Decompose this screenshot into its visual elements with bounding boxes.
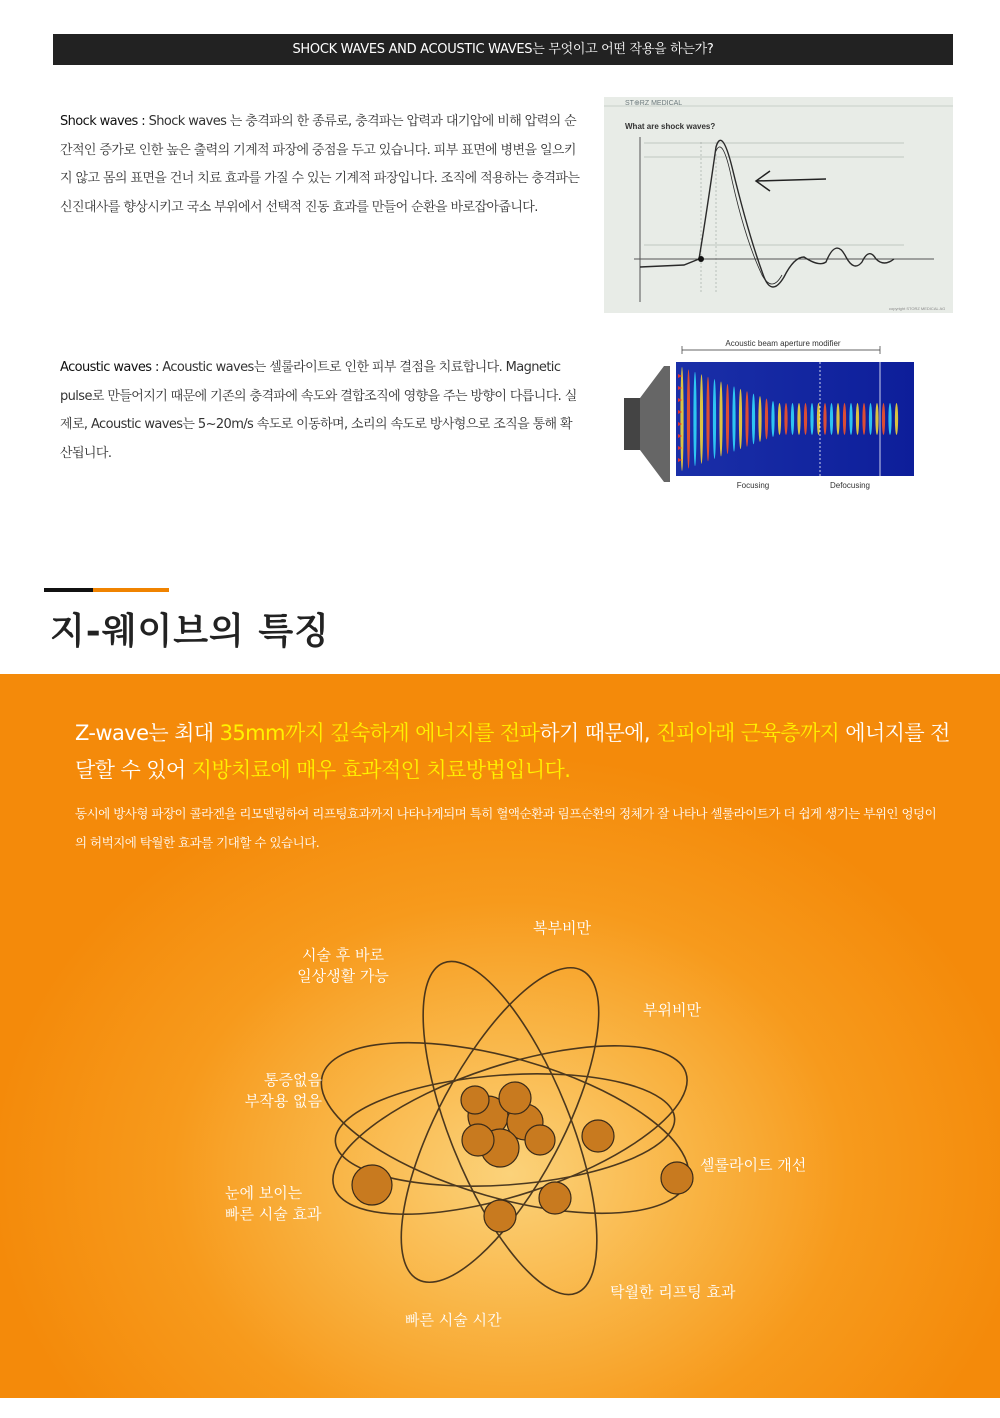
headline-part: 에너지를 전달할 수 있어 <box>75 721 950 782</box>
svg-text:copyright STORZ MEDICAL AG: copyright STORZ MEDICAL AG <box>889 306 946 311</box>
headline-part: Z-wave는 최대 <box>75 721 220 745</box>
shock-waves-paragraph <box>60 108 580 222</box>
wave-front <box>745 391 748 447</box>
label-no-pain <box>232 1070 322 1112</box>
wave-front <box>713 379 716 459</box>
headline-highlight: 진피아래 근육층까지 <box>655 721 840 745</box>
feature-description: 동시에 방사형 파장이 콜라겐을 리모델링하여 리프팅효과까지 나타나게되며 특히 혈액순환과 림프순환의 정체가 잘 나타나 셀룰라이트가 더 쉽게 생기는 부위인 엉덩이의 허벅지에 탁월한 효과를 기대할 수 있습니다. <box>75 806 937 850</box>
label-abdominal-obesity: 복부비만 <box>533 919 591 937</box>
focusing-label: Focusing <box>736 481 770 490</box>
wave-front <box>856 403 859 435</box>
label-visible-effect-line1: 눈에 보이는 <box>225 1184 303 1202</box>
label-no-pain-line2: 부작용 없음 <box>244 1092 322 1110</box>
wave-front <box>739 389 742 449</box>
headline-part: 하기 때문에, <box>539 721 656 745</box>
label-daily-life <box>283 945 403 987</box>
label-no-pain-line1: 통증없음 <box>264 1071 322 1089</box>
headline-highlight: 지방치료에 매우 효과적인 치료방법입니다. <box>191 758 571 782</box>
wave-front <box>830 403 833 435</box>
section-header-bar: SHOCK WAVES AND ACOUSTIC WAVES는 무엇이고 어떤 작용을 하는가? <box>53 34 953 65</box>
wave-front <box>765 399 768 440</box>
wave-front <box>895 403 898 435</box>
wave-front <box>758 396 761 442</box>
title-accent-orange <box>93 588 169 592</box>
label-daily-life-line1: 시술 후 바로 <box>302 946 384 964</box>
label-cellulite: 셀룰라이트 개선 <box>700 1156 807 1174</box>
wave-front <box>869 403 872 435</box>
wave-front <box>836 403 839 435</box>
wave-front <box>771 401 774 437</box>
label-lifting-effect: 탁월한 리프팅 효과 <box>610 1283 736 1301</box>
acoustic-waves-paragraph <box>60 354 580 468</box>
wave-front <box>719 382 722 457</box>
wave-front <box>700 374 703 463</box>
wave-front <box>875 403 878 435</box>
label-fast-treatment: 빠른 시술 시간 <box>405 1311 502 1329</box>
wave-front <box>843 403 846 435</box>
wave-front <box>778 403 781 435</box>
wave-front <box>882 403 885 435</box>
wave-front <box>888 403 891 435</box>
wave-front <box>804 403 807 435</box>
wave-front <box>680 367 683 471</box>
wave-front <box>797 403 800 435</box>
wave-front <box>693 372 696 466</box>
feature-headline <box>75 715 965 789</box>
acoustic-waves-text: Acoustic waves는 셀룰라이트로 인한 피부 결점을 치료합니다. Magnetic pulse로 만들어지기 때문에 기존의 충격파에 속도와 결합조직에 영향을 주는 방향이 다릅니다. 실제로, Acoustic waves는 5~20m/s 속도로 이동하며, 소리의 속도로 방사형으로 조직을 통해 확산됩니다. <box>60 360 577 461</box>
title-accent-black <box>44 588 93 592</box>
wave-front <box>791 403 794 435</box>
wave-front <box>726 384 729 454</box>
label-daily-life-line2: 일상생활 가능 <box>297 967 389 985</box>
wave-front <box>706 377 709 462</box>
acoustic-beam-figure <box>620 336 920 496</box>
wave-front <box>732 386 735 451</box>
label-partial-obesity: 부위비만 <box>643 1001 701 1019</box>
shock-waves-label: Shock waves : <box>60 114 146 129</box>
storz-medical-logo: ST⊕RZ MEDICAL <box>625 100 683 107</box>
wave-front <box>862 403 865 435</box>
shock-figure-title: What are shock waves? <box>625 122 716 131</box>
label-visible-effect-line2: 빠른 시술 효과 <box>225 1205 322 1223</box>
shock-wave-graph-figure <box>604 97 953 313</box>
defocusing-label: Defocusing <box>829 481 871 490</box>
wave-front <box>784 403 787 435</box>
wave-front <box>823 403 826 435</box>
wave-front <box>810 403 813 435</box>
section-title: 지-웨이브의 특징 <box>50 610 330 652</box>
headline-highlight: 35mm까지 깊숙하게 에너지를 전파 <box>219 721 540 745</box>
aperture-modifier-label: Acoustic beam aperture modifier <box>725 339 841 348</box>
wave-front <box>849 403 852 435</box>
label-visible-effect <box>225 1183 335 1225</box>
acoustic-waves-label: Acoustic waves : <box>60 360 159 375</box>
shock-waves-text: Shock waves 는 충격파의 한 종류로, 충격파는 압력과 대기압에 비해 압력의 순간적인 증가로 인한 높은 출력의 기계적 파장에 중점을 두고 있습니다. 피부 표면에 병변을 일으키지 않고 몸의 표면을 건너 치료 효과를 가질 수 있는 기계적 파장입니다. 조직에 적용하는 충격파는 신진대사를 향상시키고 국소 부위에서 선택적 진동 효과를 만들어 순환을 바로잡아줍니다. <box>60 114 580 215</box>
wave-front <box>687 369 690 468</box>
wave-front <box>752 394 755 445</box>
